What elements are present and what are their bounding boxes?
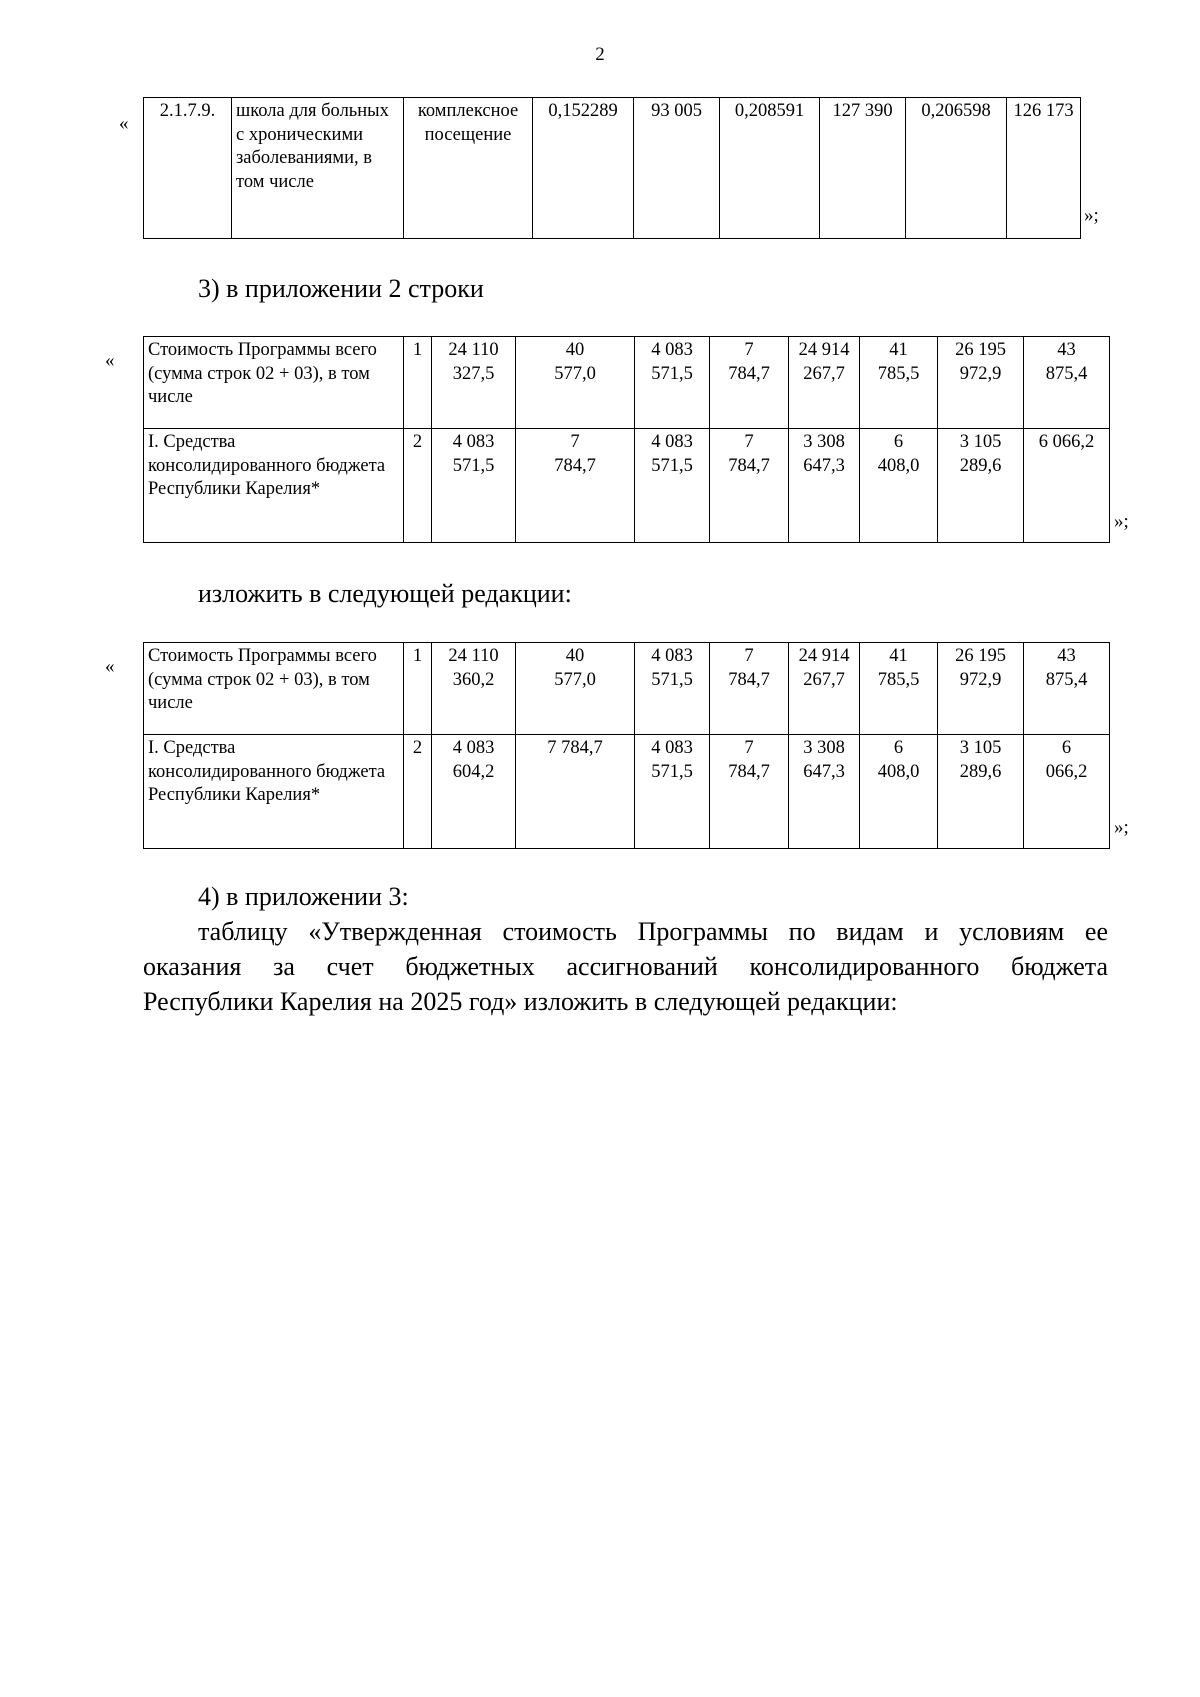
paragraph-line-3: Республики Карелия на 2025 год» изложить в следующей редакции: — [143, 987, 898, 1016]
table2-cell-value: 4 083 571,5 — [635, 337, 710, 429]
section-heading-4: 4) в приложении 3: — [198, 882, 409, 911]
table3-cell-num: 2 — [404, 735, 432, 849]
paragraph-line-1: таблицу «Утвержденная стоимость Программы по видам и условиям ее — [198, 917, 1108, 946]
table1-cell-value: 0,206598 — [906, 98, 1007, 239]
table1-cell-value: 0,208591 — [720, 98, 820, 239]
table2-cell-value: 7 784,7 — [710, 429, 789, 543]
table1-cell-value: 93 005 — [634, 98, 720, 239]
table2-cell-value: 3 105 289,6 — [938, 429, 1024, 543]
table2-cell-value: 4 083 571,5 — [635, 429, 710, 543]
quote-close-2: »; — [1114, 511, 1129, 532]
table-row — [144, 429, 1110, 543]
table2-cell-value: 6 066,2 — [1024, 429, 1110, 543]
table-row-school — [143, 97, 1081, 239]
table3-cell-value: 4 083 571,5 — [635, 735, 710, 849]
section-heading-3: 3) в приложении 2 строки — [198, 274, 484, 303]
table2-cell-name: I. Средства консолидированного бюджета Республики Карелия* — [144, 429, 404, 543]
table-new-rows — [143, 642, 1110, 849]
table3-cell-value: 4 083 604,2 — [432, 735, 516, 849]
table2-cell-value: 3 308 647,3 — [789, 429, 860, 543]
table3-cell-value: 24 110 360,2 — [432, 643, 516, 735]
table1-cell-value: 127 390 — [820, 98, 906, 239]
table2-cell-num: 2 — [404, 429, 432, 543]
table2-cell-value: 41 785,5 — [860, 337, 938, 429]
table3-cell-value: 6 066,2 — [1024, 735, 1110, 849]
table2-cell-value: 40 577,0 — [516, 337, 635, 429]
table2-cell-value: 7 784,7 — [710, 337, 789, 429]
table3-cell-name: I. Средства консолидированного бюджета Республики Карелия* — [144, 735, 404, 849]
table-row — [144, 643, 1110, 735]
table2-cell-value: 26 195 972,9 — [938, 337, 1024, 429]
table1-cell-value: 126 173 — [1007, 98, 1081, 239]
table2-cell-value: 24 914 267,7 — [789, 337, 860, 429]
table3-cell-num: 1 — [404, 643, 432, 735]
quote-close-1: »; — [1084, 205, 1099, 226]
table-row — [144, 337, 1110, 429]
table3-cell-value: 7 784,7 — [710, 643, 789, 735]
table2-cell-value: 7 784,7 — [516, 429, 635, 543]
table3-cell-value: 3 105 289,6 — [938, 735, 1024, 849]
table3-cell-value: 4 083 571,5 — [635, 643, 710, 735]
table2-cell-value: 24 110 327,5 — [432, 337, 516, 429]
table3-cell-value: 24 914 267,7 — [789, 643, 860, 735]
table3-cell-value: 40 577,0 — [516, 643, 635, 735]
table2-cell-value: 4 083 571,5 — [432, 429, 516, 543]
table-row — [144, 98, 1081, 239]
quote-open-2: « — [105, 350, 115, 371]
quote-close-3: »; — [1114, 817, 1129, 838]
table3-cell-value: 7 784,7 — [710, 735, 789, 849]
table3-cell-value: 41 785,5 — [860, 643, 938, 735]
paragraph-line-2: оказания за счет бюджетных ассигнований консолидированного бюджета — [143, 952, 1108, 981]
table2-cell-value: 43 875,4 — [1024, 337, 1110, 429]
quote-open-3: « — [105, 656, 115, 677]
table3-cell-value: 43 875,4 — [1024, 643, 1110, 735]
table3-cell-value: 3 308 647,3 — [789, 735, 860, 849]
page-number: 2 — [595, 44, 605, 65]
instruction-text: изложить в следующей редакции: — [198, 579, 572, 608]
table1-cell-unit: комплексное посещение — [404, 98, 533, 239]
table-row — [144, 735, 1110, 849]
table3-cell-value: 7 784,7 — [516, 735, 635, 849]
table1-cell-value: 0,152289 — [533, 98, 634, 239]
table1-cell-code: 2.1.7.9. — [144, 98, 232, 239]
table2-cell-num: 1 — [404, 337, 432, 429]
table-old-rows — [143, 336, 1110, 543]
quote-open-1: « — [119, 113, 129, 134]
table3-cell-value: 26 195 972,9 — [938, 643, 1024, 735]
table3-cell-value: 6 408,0 — [860, 735, 938, 849]
table2-cell-value: 6 408,0 — [860, 429, 938, 543]
table3-cell-name: Стоимость Программы всего (сумма строк 02 + 03), в том числе — [144, 643, 404, 735]
table1-cell-name: школа для больных с хроническими заболеваниями, в том числе — [232, 98, 404, 239]
table2-cell-name: Стоимость Программы всего (сумма строк 02 + 03), в том числе — [144, 337, 404, 429]
